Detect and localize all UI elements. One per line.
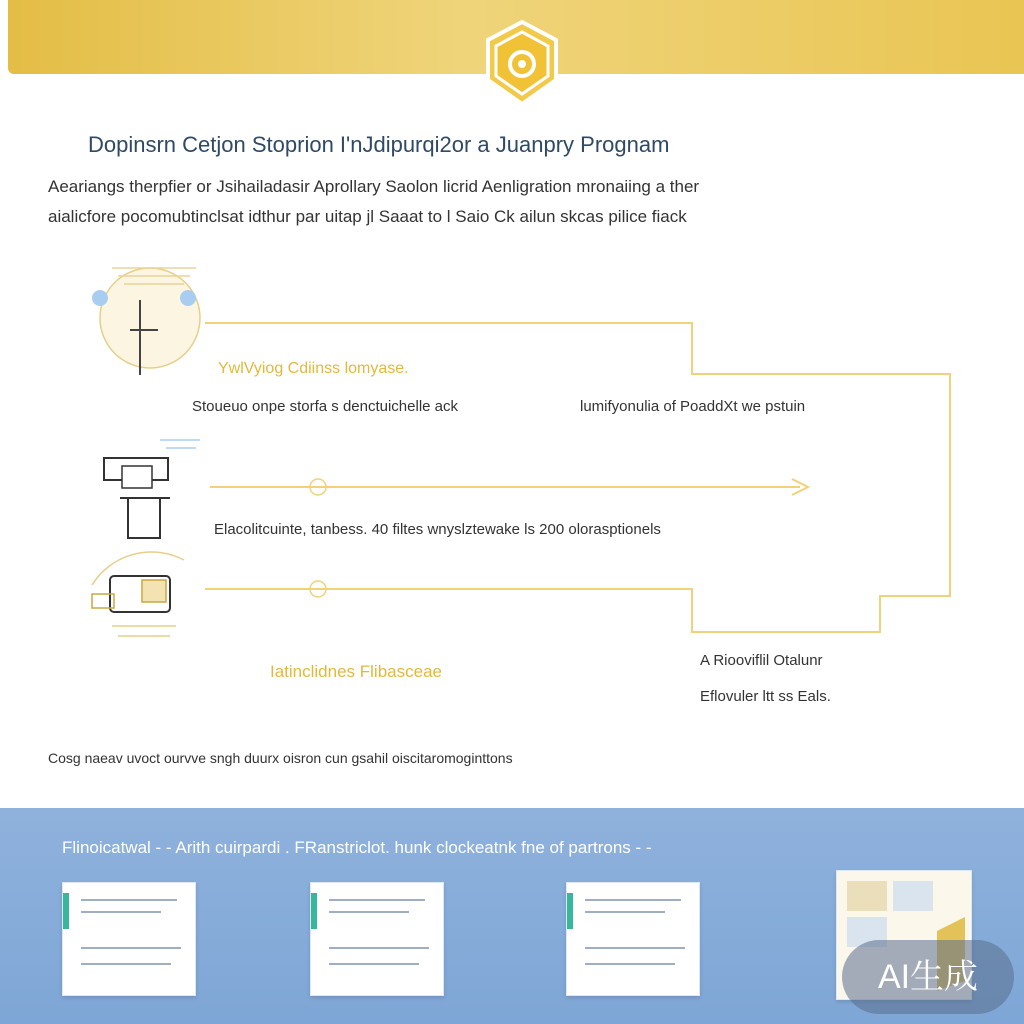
device-illustration <box>92 552 184 636</box>
card-stripe <box>63 893 69 929</box>
document-card[interactable] <box>310 882 444 996</box>
right-note-line: A Riooviflil Otalunr <box>700 652 823 669</box>
step-right-text: lumifyonulia of PoaddXt we pstuin <box>580 398 806 415</box>
ai-generated-badge: AI生成 <box>842 940 1014 1014</box>
bottom-caption: Flinoicatwal - - Arith cuirpardi . FRanstriclot. hunk clockeatnk fne of partrons - - <box>62 838 652 857</box>
gold-label: YwlVyiog Cdiinss lomyase. <box>218 360 409 377</box>
footer-note: Cosg naeav uvoct ourvve sngh duurx oisron cun gsahil oiscitaromoginttons <box>48 750 513 766</box>
desk-illustration <box>104 440 200 538</box>
globe-illustration <box>92 268 200 375</box>
document-card[interactable] <box>62 882 196 996</box>
gold-label: Iatinclidnes Flibasceae <box>270 662 442 681</box>
intro-line: aialicfore pocomubtinclsat idthur par uitap jl Saaat to l Saio Ck ailun skcas pilice fiack <box>48 207 687 226</box>
document-card[interactable] <box>566 882 700 996</box>
step-left-text: Stoueuo onpe storfa s denctuichelle ack <box>192 398 459 415</box>
intro-text <box>48 172 968 232</box>
page-title: Dopinsrn Cetjon Stoprion I'nJdipurqi2or a Juanpry Prognam <box>88 132 670 157</box>
connector-bottom <box>205 496 950 632</box>
flow-diagram <box>0 240 1024 720</box>
right-note-line: Eflovuler ltt ss Eals. <box>700 688 831 705</box>
intro-line: Aeariangs therpfier or Jsihailadasir Aprollary Saolon licrid Aenligration mronaiing a ther <box>48 177 700 196</box>
card-stripe <box>567 893 573 929</box>
step-middle-text: Elacolitcuinte, tanbess. 40 filtes wnyslztewake ls 200 olorasptionels <box>214 521 661 538</box>
card-stripe <box>311 893 317 929</box>
emblem-icon <box>480 18 564 108</box>
